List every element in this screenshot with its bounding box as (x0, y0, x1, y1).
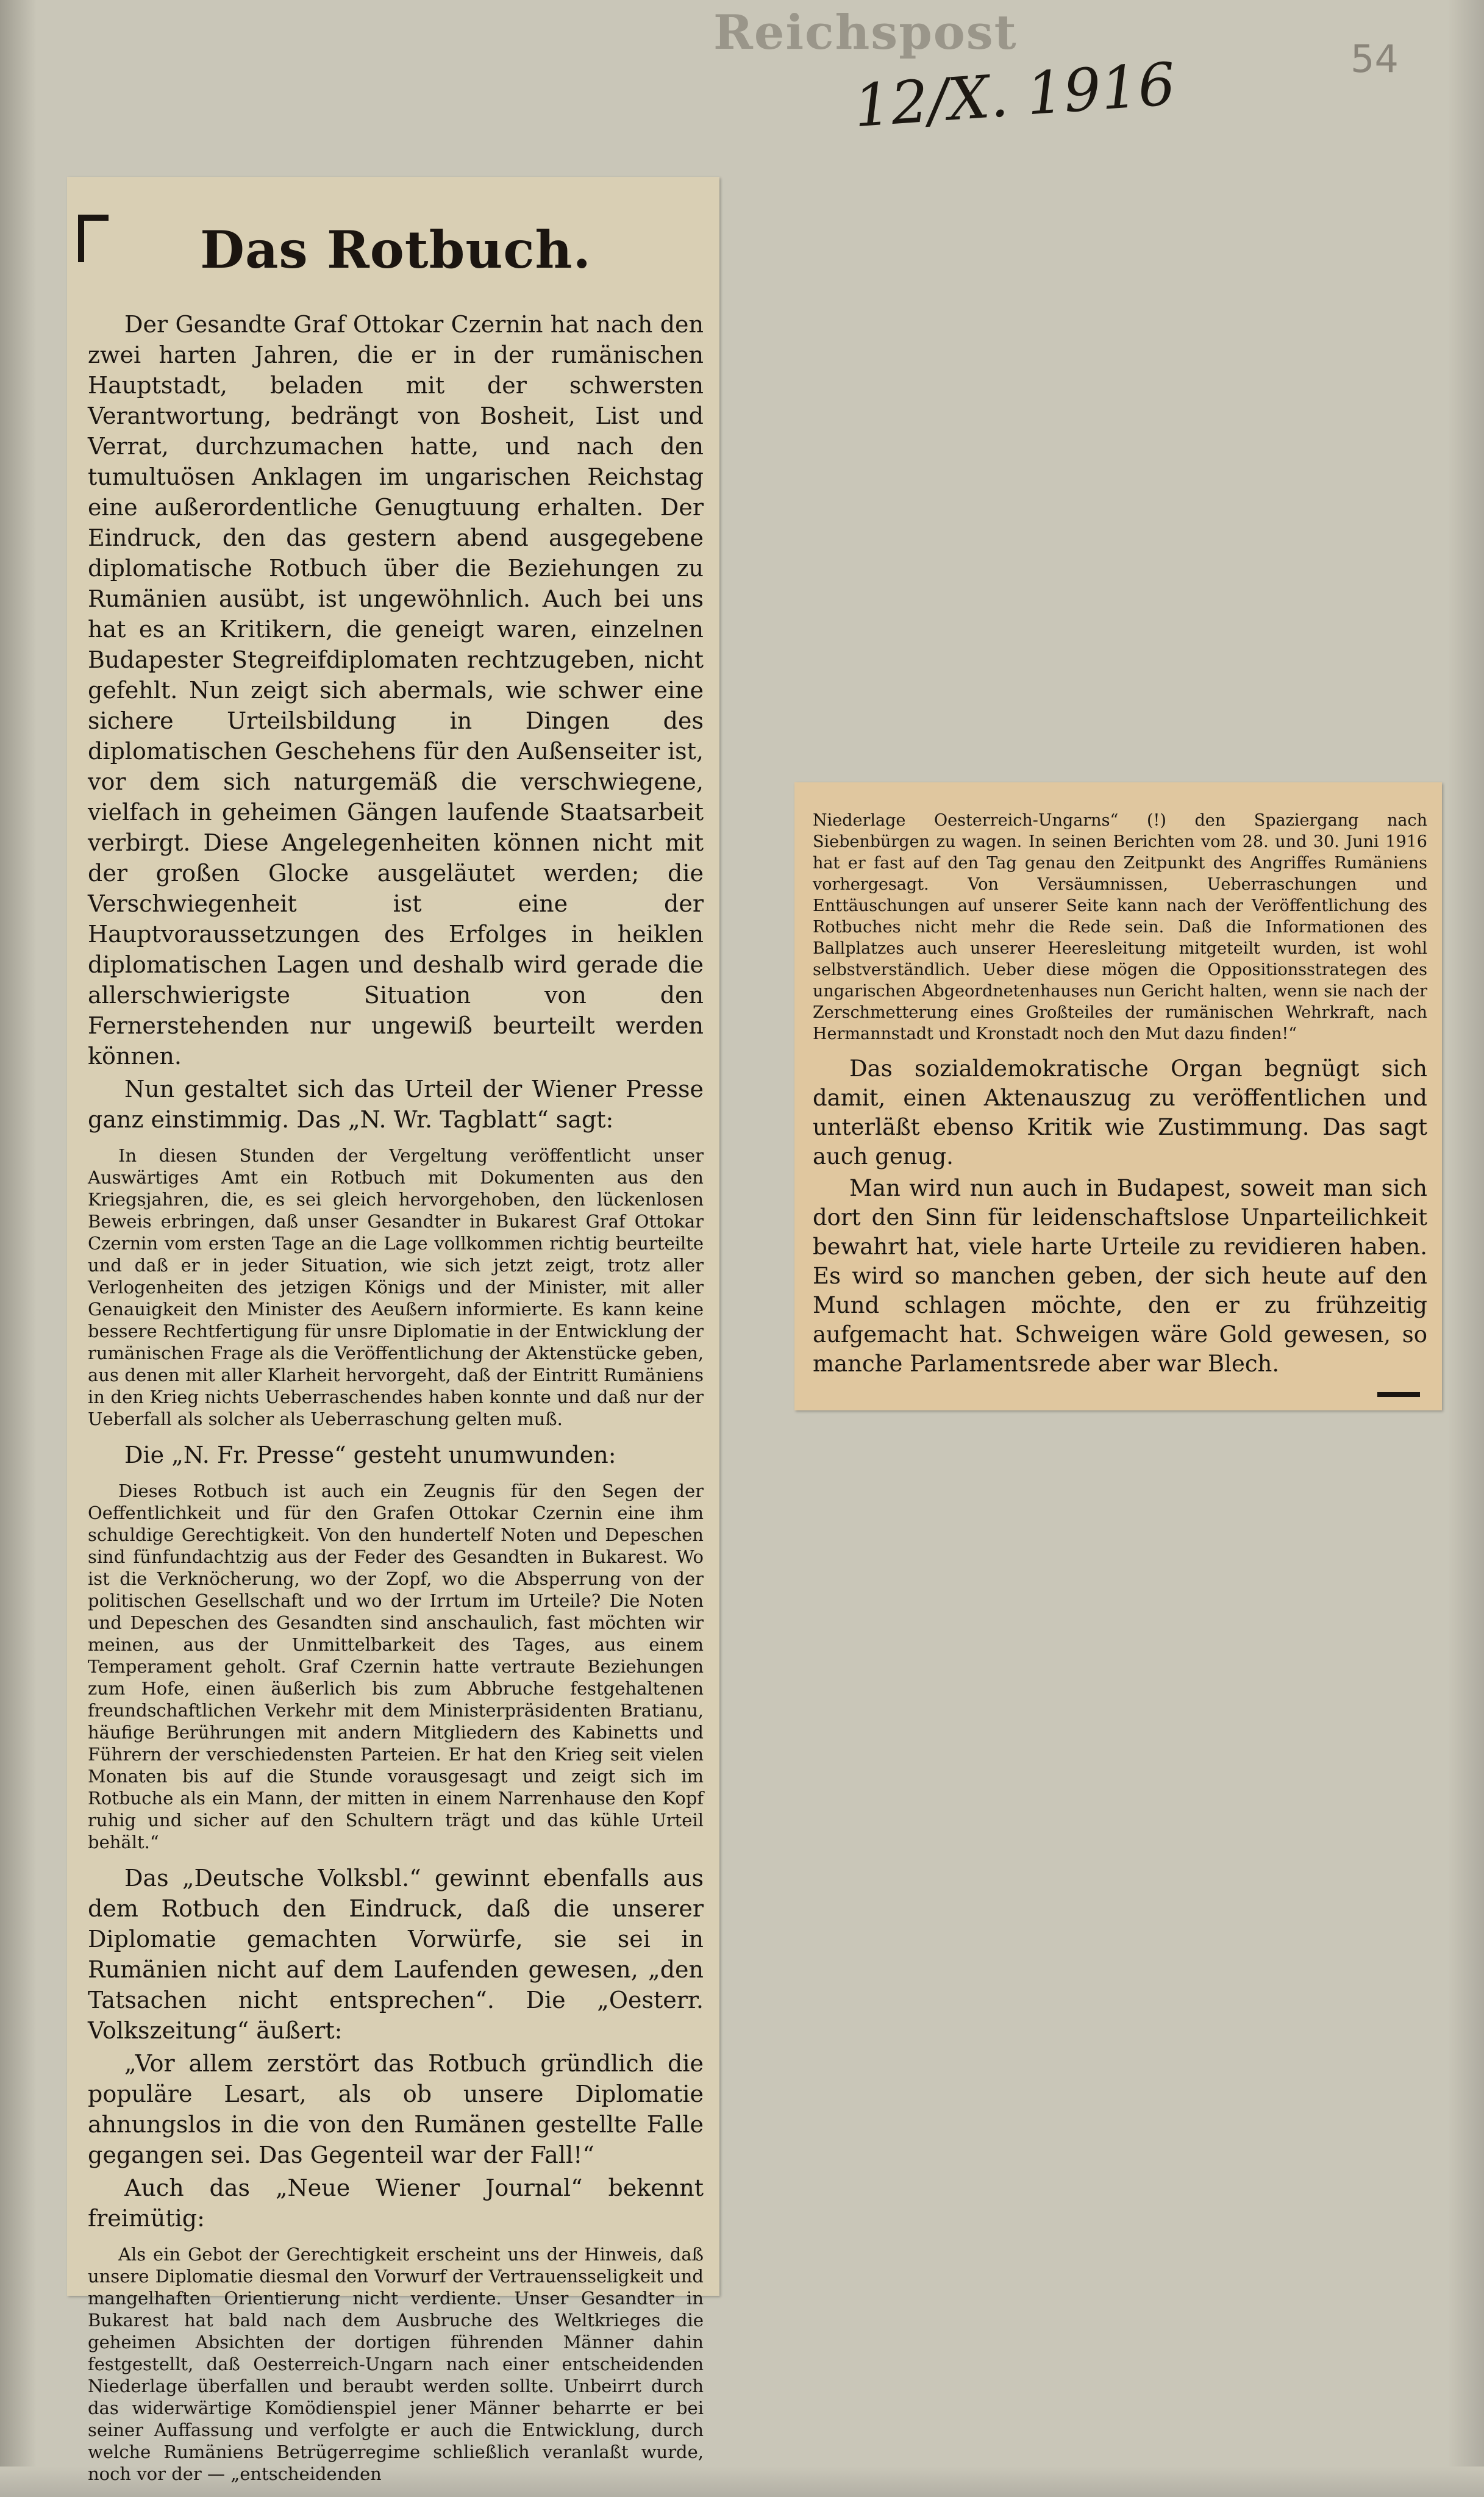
article-clipping (67, 177, 719, 2484)
paragraph: Die „N. Fr. Presse“ gesteht unumwunden: (124, 1441, 616, 1468)
paragraph: Das sozialdemokratische Organ begnügt sich damit, einen Aktenauszug zu veröffentlichen und unterläßt ebenso Kritik wie Zustimmung. Das sagt auch genug. (813, 1056, 1427, 1170)
corner-mark-icon (78, 215, 109, 262)
continuation-clipping (794, 782, 1442, 1410)
article-title: Das Rotbuch. (200, 220, 591, 280)
newspaper-stamp: Reichspost (713, 5, 1018, 60)
handwritten-date: 12/X. 1916 (851, 49, 1178, 141)
end-rule (1377, 1392, 1420, 1397)
paragraph: Das „Deutsche Volksbl.“ gewinnt ebenfalls aus dem Rotbuch den Eindruck, daß die unserer Diplomatie gemachten Vorwürfe, sie sei in Rumänien nicht auf dem Laufenden gewesen, „den Tatsachen nicht entsprechen“. Die „Oesterr. Volkszeitung“ äußert: (88, 1865, 704, 2044)
press-quote: Dieses Rotbuch ist auch ein Zeugnis für den Segen der Oeffentlichkeit und für den Grafen Ottokar Czernin eine ihm schuldige Gerechtigkeit. Von den hundertelf Noten und Depeschen sind fünfundachtzig aus der Feder des Gesandten in Bukarest. Wo ist die Verknöcherung, wo der Zopf, wo die Absperrung von der politischen Gesellschaft und wo der Irrtum im Urteile? Die Noten und Depeschen des Gesandten sind anschaulich, fast möchten wir meinen, aus der Unmittelbarkeit des Tages, aus einem Temperament geholt. Graf Czernin hatte vertraute Beziehungen zum Hofe, einen äußerlich bis zum Abbruche festgehaltenen freundschaftlichen Verkehr mit dem Ministerpräsidenten Bratianu, häufige Berührungen mit andern Mitgliedern des Kabinetts und Führern der verschiedensten Parteien. Er hat den Krieg seit vielen Monaten bis auf die Stunde vorausgesagt und zeigt sich im Rotbuche als ein Mann, der mitten in einem Narrenhause den Kopf ruhig und sicher auf den Schultern trägt und das kühle Urteil behält.“ (88, 1481, 704, 1852)
press-quote: Niederlage Oesterreich-Ungarns“ (!) den Spaziergang nach Siebenbürgen zu wagen. In seinen Berichten vom 28. und 30. Juni 1916 hat er fast auf den Tag genau den Zeitpunkt des Angriffes Rumäniens vorhergesagt. Von Versäumnissen, Ueberraschungen und Enttäuschungen auf unserer Seite kann nach der Veröffentlichung des Rotbuches nicht mehr die Rede sein. Daß die Informationen des Ballplatzes auch unserer Heeresleitung mitgeteilt wurden, ist wohl selbstverständlich. Ueber diese mögen die Oppositionsstrategen des ungarischen Abgeordnetenhauses nun Gericht halten, wenn sie nach der Zerschmetterung eines Großteiles der rumänischen Wehrkraft, nach Hermannstadt und Kronstadt noch den Mut dazu finden!“ (813, 811, 1427, 1043)
press-quote: Als ein Gebot der Gerechtigkeit erscheint uns der Hinweis, daß unsere Diplomatie diesmal den Vorwurf der Vertrauensseligkeit und mangelhaften Orientierung nicht verdiente. Unser Gesandter in Bukarest hat bald nach dem Ausbruche des Weltkrieges die geheimen Absichten der dortigen führenden Männer dahin festgestellt, daß Oesterreich-Ungarn nach einer entscheidenden Niederlage überfallen und beraubt werden sollte. Unbeirrt durch das widerwärtige Komödienspiel jener Männer beharrte er bei seiner Auffassung und verfolgte er auch die Entwicklung, durch welche Rumäniens Betrügerregime schließlich veranlaßt wurde, noch vor der — „entscheidenden (88, 2244, 704, 2484)
archive-page-number: 54 (1350, 37, 1399, 81)
card-edge-right (1447, 0, 1484, 2497)
press-quote: In diesen Stunden der Vergeltung veröffentlicht unser Auswärtiges Amt ein Rotbuch mit Dokumenten aus den Kriegsjahren, die, es sei gleich hervorgehoben, den lückenlosen Beweis erbringen, daß unser Gesandter in Bukarest Graf Ottokar Czernin vom ersten Tage an die Lage vollkommen richtig beurteilte und daß er in jeder Situation, wie sich jetzt zeigt, trotz aller Verlogenheiten des jetzigen Königs und der Minister, mit aller Genauigkeit den Minister des Aeußern informierte. Es kann keine bessere Rechtfertigung für unsre Diplomatie in der Entwicklung der rumänischen Frage als die Veröffentlichung der Aktenstücke geben, aus denen mit aller Klarheit hervorgeht, daß der Eintritt Rumäniens in den Krieg nichts Ueberraschendes haben konnte und daß nur der Ueberfall als solcher als Ueberraschung gelten muß. (88, 1145, 704, 1429)
paragraph: Der Gesandte Graf Ottokar Czernin hat nach den zwei harten Jahren, die er in der rumänischen Hauptstadt, beladen mit der schwersten Verantwortung, bedrängt von Bosheit, List und Verrat, durchzumachen hatte, und nach den tumultuösen Anklagen im ungarischen Reichstag eine außerordentliche Genugtuung erhalten. Der Eindruck, den das gestern abend ausgegebene diplomatische Rotbuch über die Beziehungen zu Rumänien ausübt, ist ungewöhnlich. Auch bei uns hat es an Kritikern, die geneigt waren, einzelnen Budapester Stegreifdiplomaten rechtzugeben, nicht gefehlt. Nun zeigt sich abermals, wie schwer eine sichere Urteilsbildung in Dingen des diplomatischen Geschehens für den Außenseiter ist, vor dem sich naturgemäß die verschwiegene, vielfach in geheimen Gängen laufende Staatsarbeit verbirgt. Diese Angelegenheiten können nicht mit der großen Glocke ausgeläutet werden; die Verschwiegenheit ist eine der Hauptvoraussetzungen des Erfolges in heiklen diplomatischen Lagen und deshalb wird gerade die allerschwierigste Situation von den Fernerstehenden nur ungewiß beurteilt werden können. (88, 311, 704, 1070)
paragraph: Auch das „Neue Wiener Journal“ bekennt freimütig: (88, 2174, 704, 2232)
paragraph: Man wird nun auch in Budapest, soweit man sich dort den Sinn für leidenschaftslose Unparteilichkeit bewahrt hat, viele harte Urteile zu revidieren haben. Es wird so manchen geben, der sich heute auf den Mund schlagen möchte, den er zu frühzeitig aufgemacht hat. Schweigen wäre Gold gewesen, so manche Parlamentsrede aber war Blech. (813, 1175, 1427, 1377)
paragraph: Nun gestaltet sich das Urteil der Wiener Presse ganz einstimmig. Das „N. Wr. Tagblatt“ sagt: (88, 1076, 704, 1133)
card-edge-left (0, 0, 37, 2497)
paragraph: „Vor allem zerstört das Rotbuch gründlich die populäre Lesart, als ob unsere Diplomatie ahnungslos in die von den Rumänen gestellte Falle gegangen sei. Das Gegenteil war der Fall!“ (88, 2050, 704, 2168)
